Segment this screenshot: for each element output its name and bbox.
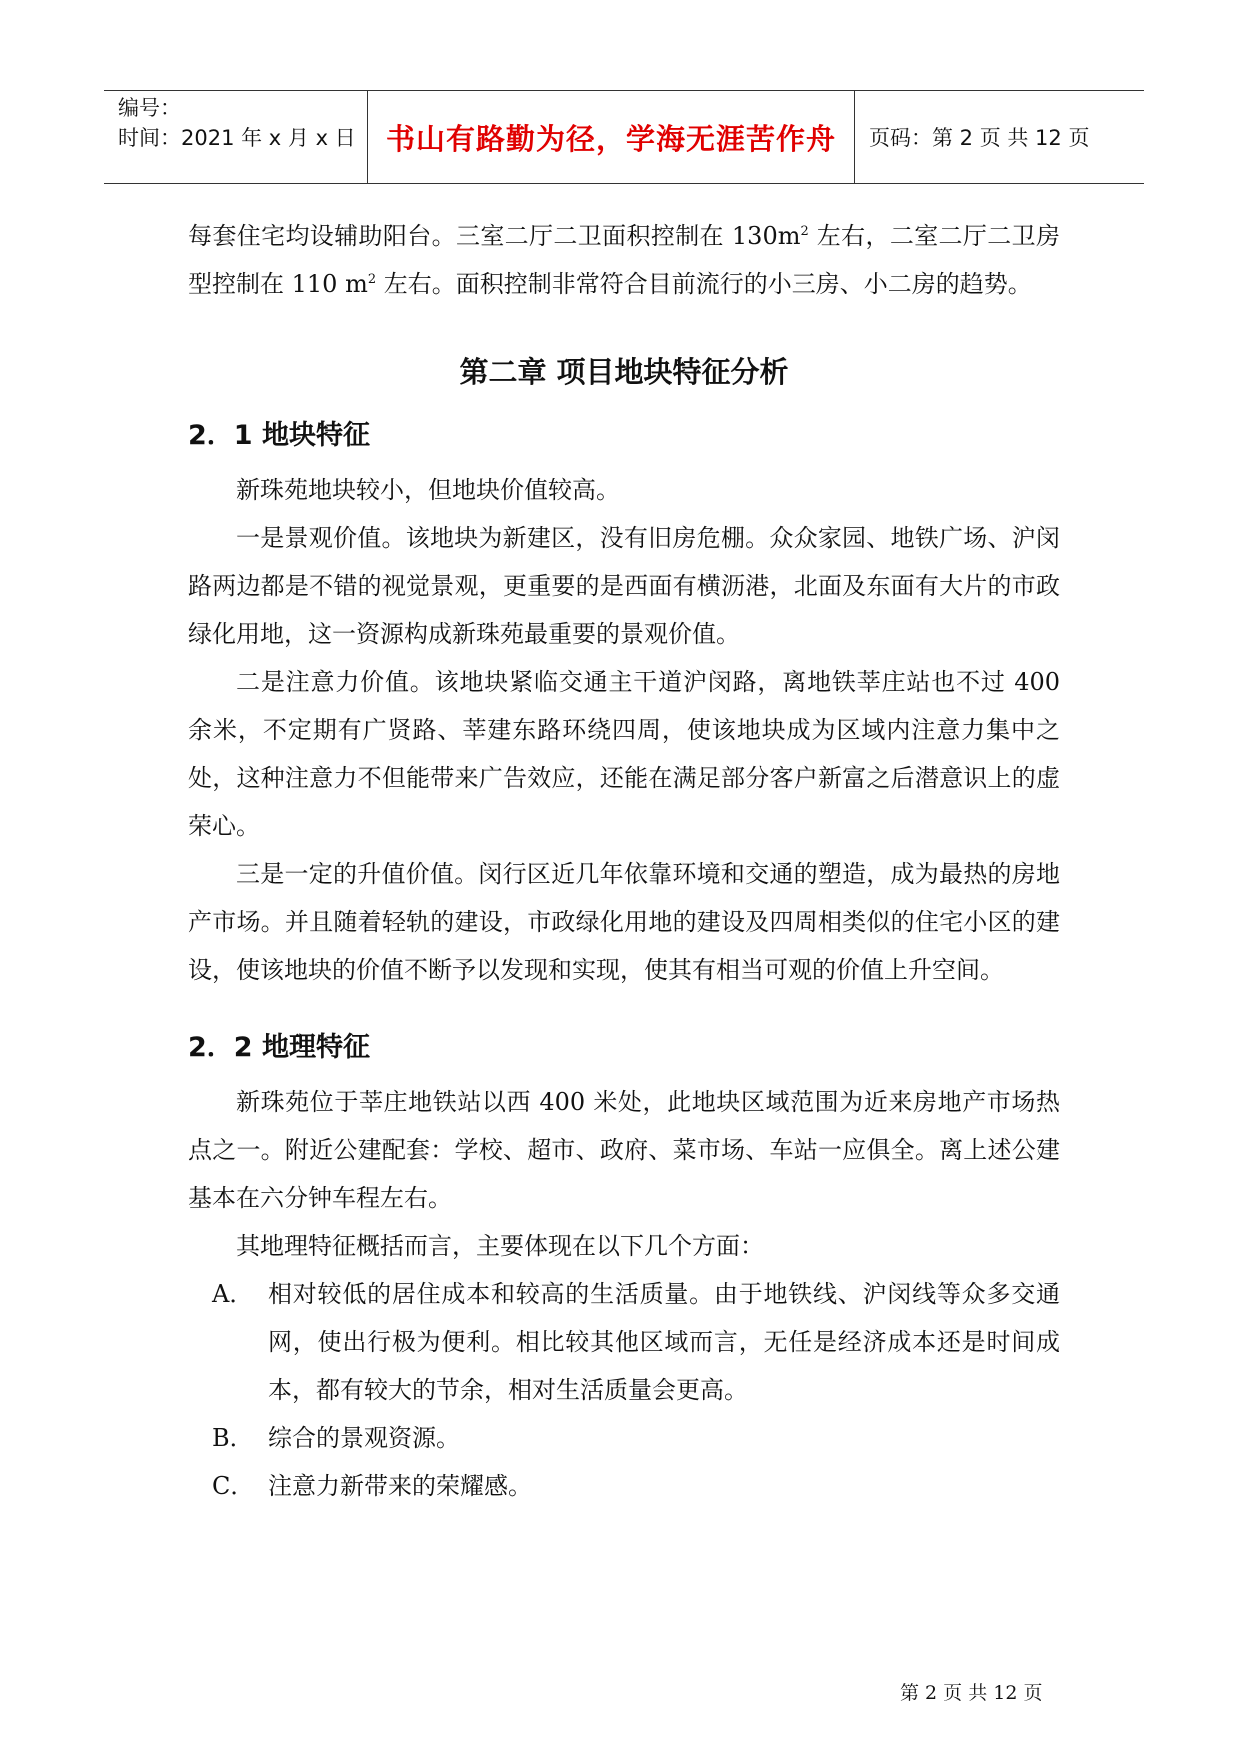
- paragraph: 其地理特征概括而言，主要体现在以下几个方面：: [236, 1232, 764, 1260]
- document-body: [188, 212, 1060, 1510]
- list-text: 相对较低的居住成本和较高的生活质量。由于地铁线、沪闵线等众多交通网，使出行极为便利。相比较其他区域而言，无任是经济成本还是时间成本，都有较大的节余，相对生活质量会更高。: [268, 1280, 1060, 1404]
- list-item: [188, 1414, 1060, 1462]
- list-item: [188, 1462, 1060, 1510]
- paragraph: 二是注意力价值。该地块紧临交通主干道沪闵路，离地铁莘庄站也不过 400 余米，不定期有广贤路、莘建东路环绕四周，使该地块成为区域内注意力集中之处，这种注意力不但能带来广告效应，还能在满足部分客户新富之后潜意识上的虚荣心。: [188, 668, 1060, 840]
- list-marker: A．: [212, 1280, 254, 1308]
- page-footer: 第 2 页 共 12 页: [900, 1682, 1043, 1704]
- intro-paragraph: 每套住宅均设辅助阳台。三室二厅二卫面积控制在 $130m^2$ 左右，二室二厅二卫房型控制在 110 $m^2$ 左右。面积控制非常符合目前流行的小三房、小二房的趋势。: [188, 222, 1060, 298]
- list-marker: C．: [212, 1472, 255, 1500]
- chapter-title: 第二章 项目地块特征分析: [459, 355, 789, 389]
- page-header: [104, 90, 1144, 184]
- list-text: 综合的景观资源。: [268, 1424, 460, 1452]
- doc-time-label: 时间：2021 年 x 月 x 日: [118, 126, 356, 150]
- section-title-2-2: 2．2 地理特征: [188, 1032, 370, 1063]
- section-title-2-1: 2．1 地块特征: [188, 420, 370, 451]
- paragraph: 三是一定的升值价值。闵行区近几年依靠环境和交通的塑造，成为最热的房地产市场。并且随着轻轨的建设，市政绿化用地的建设及四周相类似的住宅小区的建设，使该地块的价值不断予以发现和实现，使其有相当可观的价值上升空间。: [188, 860, 1060, 984]
- header-meta: [104, 91, 368, 183]
- paragraph: 新珠苑地块较小，但地块价值较高。: [236, 476, 620, 504]
- header-motto: 书山有路勤为径，学海无涯苦作舟: [368, 91, 855, 183]
- paragraph: 一是景观价值。该地块为新建区，没有旧房危棚。众众家园、地铁广场、沪闵路两边都是不错的视觉景观，更重要的是西面有横沥港，北面及东面有大片的市政绿化用地，这一资源构成新珠苑最重要的景观价值。: [188, 524, 1060, 648]
- doc-number-label: 编号：: [118, 96, 181, 120]
- list-item: [188, 1270, 1060, 1414]
- list-marker: B．: [212, 1424, 254, 1452]
- paragraph: 新珠苑位于莘庄地铁站以西 400 米处，此地块区域范围为近来房地产市场热点之一。附近公建配套：学校、超市、政府、菜市场、车站一应俱全。离上述公建基本在六分钟车程左右。: [188, 1088, 1060, 1212]
- header-page-label: 页码：第 2 页 共 12 页: [869, 126, 1090, 150]
- list-text: 注意力新带来的荣耀感。: [268, 1472, 532, 1500]
